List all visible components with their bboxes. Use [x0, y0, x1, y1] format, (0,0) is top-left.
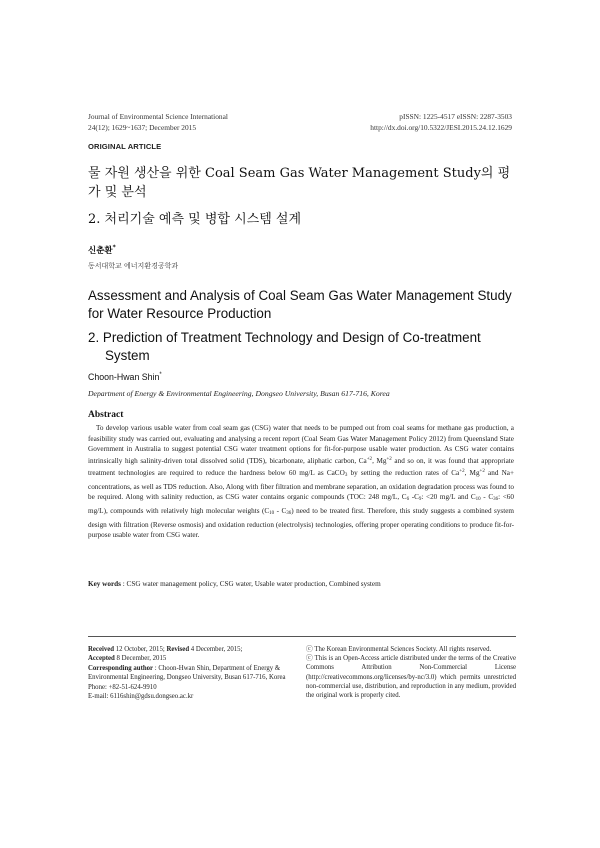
- footnote-left: [88, 645, 288, 701]
- article-type-label: ORIGINAL ARTICLE: [88, 142, 162, 151]
- abstract-sup: +2: [386, 457, 392, 463]
- english-author-name: Choon-Hwan Shin: [88, 372, 160, 382]
- abstract-text: - C: [480, 493, 494, 502]
- dates-line1: [88, 645, 288, 654]
- abstract-heading: Abstract: [88, 410, 124, 420]
- received-date: 12 October, 2015;: [114, 646, 167, 653]
- abstract-sub: 10: [475, 497, 481, 503]
- corresponding-text: : Choon-Hwan Shin, Department of Energy & Environmental Engineering, Dongseo University, Busan 617-716, Korea: [88, 664, 286, 682]
- corresponding-author: [88, 664, 288, 683]
- abstract-text: and Na+ concentrations, as well as TDS reduction. Also, Along with fiber filtration and membrane separation, an oxidation degradation process was found to be required. Along with salinity reduction, as CSG water contains organic compounds (TOC: 248 mg/L, C: [88, 468, 515, 502]
- received-label: Received: [88, 646, 115, 653]
- journal-name: Journal of Environmental Science International: [88, 112, 228, 121]
- abstract-sub: 36: [286, 510, 292, 516]
- abstract-text: , Mg: [372, 457, 387, 466]
- abstract-text: To develop various usable water from coal seam gas (CSG) water that needs to be pumped out from coal seams for methane gas production, a feasibility study was carried out, evaluating and analysing a recent report (Coal Seam Gas Water Management Policy 2012) from Queensland State Government in Australia to suggest potential CSG water treatment options for fit-for-purpose usable water production. As CSG water contains intrinsically high salinity-driven total dissolved solid (TDS), bicarbonate, aliphatic carbon, Ca: [88, 424, 514, 466]
- accepted-date: 8 December, 2015: [114, 655, 167, 663]
- copyright-notice: ⓒ The Korean Environmental Sciences Society. All rights reserved.: [306, 646, 492, 653]
- abstract-sup: +2: [459, 468, 465, 474]
- abstract-text: : <20 mg/L and C: [421, 493, 476, 502]
- korean-title: 물 자원 생산을 위한 Coal Seam Gas Water Management Study의 평가 및 분석: [88, 166, 511, 200]
- abstract-sup: +2: [366, 457, 373, 463]
- abstract-sub: 10: [269, 510, 275, 516]
- abstract-text: ) need to be treated first. Therefore, this study suggests a combined system design with filtration (Reverse osmosis) and oxidation reduction (electrolysis) technologies, offering proper operating conditions to produce fit-for-purpose usable water from CSG water.: [88, 506, 514, 540]
- revised-date: 4 December, 2015;: [189, 646, 243, 653]
- abstract-text: -C: [409, 493, 419, 502]
- korean-author-mark: *: [112, 244, 116, 251]
- footnote-right: [306, 645, 516, 700]
- abstract-sub: 6: [406, 497, 410, 503]
- journal-issn: pISSN: 1225-4517 eISSN: 2287-3503: [399, 112, 512, 121]
- abstract-sub: 9: [418, 497, 422, 503]
- revised-label: Revised: [166, 646, 190, 653]
- journal-header-left: [88, 111, 228, 133]
- abstract-sub: 36: [493, 497, 499, 503]
- journal-doi[interactable]: http://dx.doi.org/10.5322/JESI.2015.24.12.1629: [370, 123, 512, 132]
- dates-line2: [88, 654, 288, 663]
- journal-header-right: [370, 111, 512, 133]
- abstract-text: by setting the reduction rates of Ca: [347, 468, 460, 477]
- keywords: [88, 580, 381, 588]
- abstract-text: , Mg: [464, 468, 480, 477]
- english-author-mark: *: [159, 372, 162, 378]
- journal-volume: 24(12); 1629~1637; December 2015: [88, 123, 197, 132]
- abstract-text: and so on, it was found that appropriate treatment technologies are required to reduce the hardness below 60 mg/L as CaCO: [88, 457, 514, 477]
- accepted-label: Accepted: [88, 655, 115, 663]
- english-author: [88, 372, 162, 382]
- abstract-sup: +2: [479, 468, 485, 474]
- keywords-text: : CSG water management policy, CSG water, Usable water production, Combined system: [120, 580, 381, 588]
- abstract-body: [88, 423, 514, 541]
- keywords-label: Key words: [88, 580, 121, 588]
- english-subtitle: [88, 329, 528, 364]
- abstract-text: - C: [274, 506, 287, 515]
- english-subtitle-line1: 2. Prediction of Treatment Technology and Design of Co-treatment: [88, 330, 481, 345]
- abstract-sub: 3: [344, 472, 348, 478]
- korean-subtitle: 2. 처리기술 예측 및 병합 시스템 설계: [88, 212, 302, 227]
- korean-author: [88, 244, 116, 256]
- phone: Phone: +82-51-624-9910: [88, 683, 157, 691]
- korean-affiliation: 동서대학교 에너지환경공학과: [88, 262, 179, 270]
- corresponding-label: Corresponding author: [88, 664, 154, 672]
- footnote-divider: [88, 636, 516, 637]
- abstract-text: : <60 mg/L), compounds with relatively high molecular weights (C: [88, 493, 514, 515]
- license-notice: ⓒ This is an Open-Access article distributed under the terms of the Creative Commons Attribution Non-Commercial License (http://creativecommons.org/licenses/by-nc/3.0) which permits unrestricted non-commercial use, distribution, and reproduction in any medium, provided the original work is properly cited.: [306, 655, 516, 700]
- english-subtitle-line2: System: [105, 347, 150, 363]
- korean-author-name: 신춘환: [88, 246, 113, 256]
- english-affiliation: Department of Energy & Environmental Engineering, Dongseo University, Busan 617-716, Korea: [88, 389, 390, 398]
- email[interactable]: E-mail: 6116shin@gdsu.dongseo.ac.kr: [88, 693, 194, 701]
- english-title: Assessment and Analysis of Coal Seam Gas Water Management Study for Water Resource Production: [88, 288, 512, 321]
